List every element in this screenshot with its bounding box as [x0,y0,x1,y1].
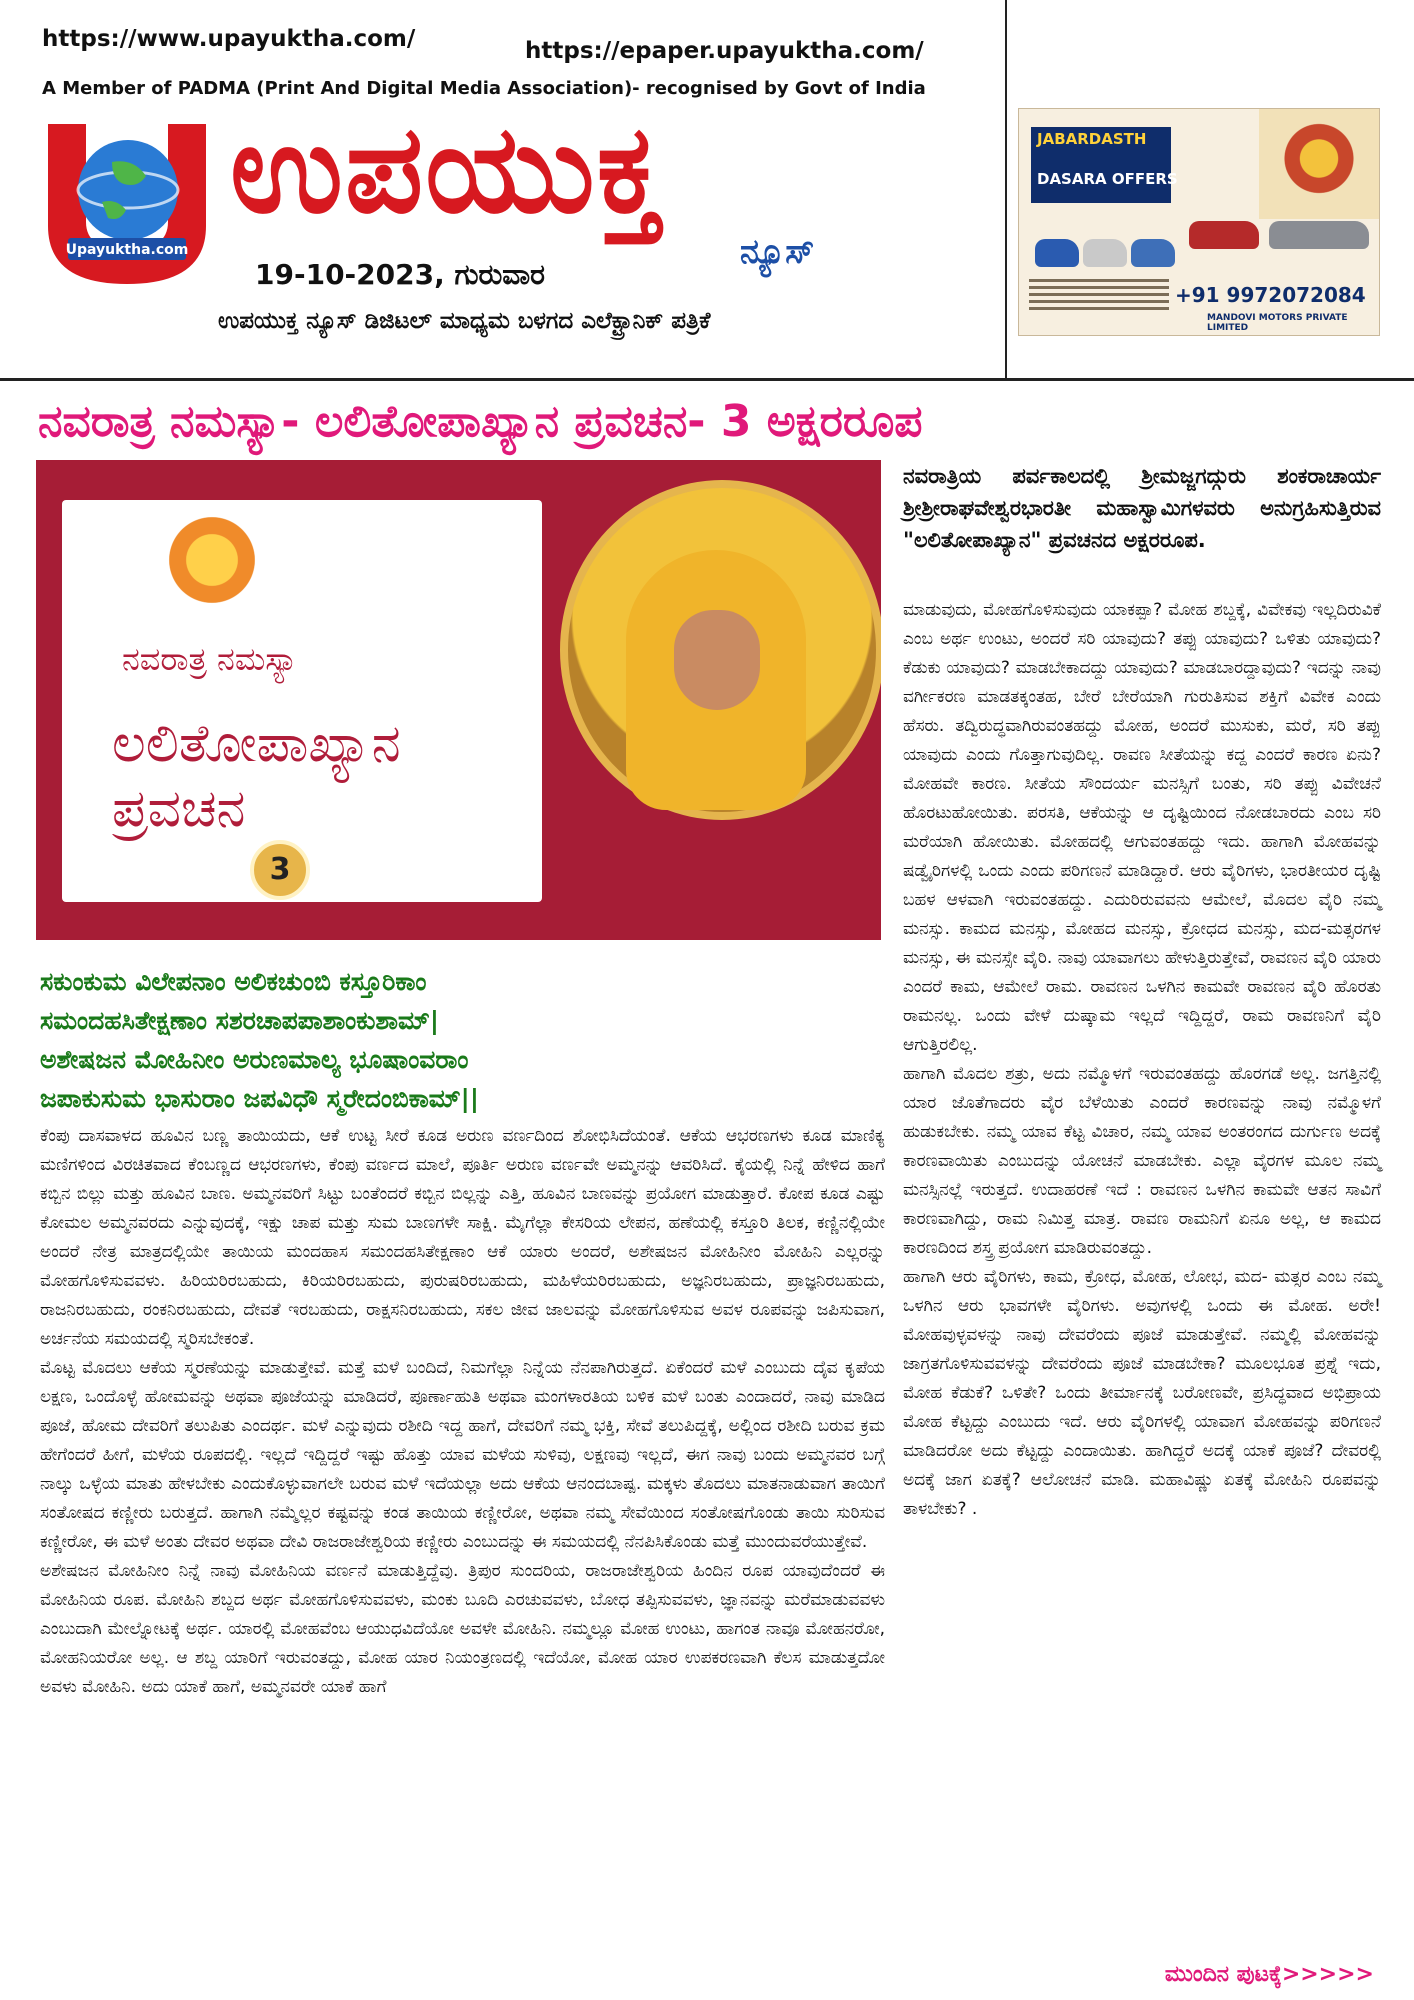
dasara-offer-ad[interactable] [1018,108,1380,336]
site-url-link[interactable]: https://www.upayuktha.com/ [42,26,416,52]
member-line: A Member of PADMA (Print And Digital Media Association)- recognised by Govt of India [42,78,926,99]
banner-big-title-line1: ಲಲಿತೋಪಾಖ್ಯಾನ [112,714,401,774]
article-banner-image [36,460,881,940]
paragraph: ಹಾಗಾಗಿ ಆರು ವೈರಿಗಳು, ಕಾಮ, ಕ್ರೋಧ, ಮೋಹ, ಲೋಭ, ಮದ- ಮತ್ಸರ ಎಂಬ ನಮ್ಮ ಒಳಗಿನ ಆರು ಭಾವಗಳೇ ವೈರಿಗಳು. ಅವುಗಳಲ್ಲಿ ಒಂದು ಈ ಮೋಹ. ಅರೇ! ಮೋಹವುಳ್ಳವಳನ್ನು ನಾವು ದೇವರೆಂದು ಪೂಜೆ ಮಾಡುತ್ತೇವೆ. ನಮ್ಮಲ್ಲಿ ಮೋಹವನ್ನು ಜಾಗ್ರತಗೊಳಿಸುವವಳನ್ನು ದೇವರೆಂದು ಪೂಜೆ ಮಾಡಬೇಕಾ? ಮೂಲಭೂತ ಪ್ರಶ್ನೆ ಇದು, ಮೋಹ ಕೆಡುಕೆ? ಒಳಿತೇ? ಒಂದು ತೀರ್ಮಾನಕ್ಕೆ ಬರೋಣವೇ, ಪ್ರಸಿದ್ಧವಾದ ಅಭಿಪ್ರಾಯ ಮೋಹ ಕೆಟ್ಟದ್ದು ಎಂಬುದು ಇದೆ. ಆರು ವೈರಿಗಳಲ್ಲಿ ಯಾವಾಗ ಮೋಹವನ್ನು ಪರಿಗಣನೆ ಮಾಡಿದರೋ ಅದು ಕೆಟ್ಟದ್ದು ಎಂದಾಯಿತು. ಹಾಗಿದ್ದರೆ ಅದಕ್ಕೆ ಯಾಕೆ ಪೂಜೆ? ದೇವರಲ್ಲಿ ಅದಕ್ಕೆ ಜಾಗ ಏತಕ್ಕೆ? ಆಲೋಚನೆ ಮಾಡಿ. ಮಹಾವಿಷ್ಣು ಏತಕ್ಕೆ ಮೋಹಿನಿ ರೂಪವನ್ನು ತಾಳಬೇಕು? . [903,1267,1381,1519]
article-body-left [40,1122,885,1702]
car-image [1035,239,1079,267]
banner-big-title [112,712,401,842]
paragraph: ಅಶೇಷಜನ ಮೋಹಿನೀಂ ನಿನ್ನೆ ನಾವು ಮೋಹಿನಿಯ ವರ್ಣನೆ ಮಾಡುತ್ತಿದ್ದೆವು. ತ್ರಿಪುರ ಸುಂದರಿಯ, ರಾಜರಾಜೇಶ್ವರಿಯ ಹಿಂದಿನ ರೂಪ ಯಾವುದೆಂದರೆ ಈ ಮೋಹಿನಿಯ ರೂಪ. ಮೋಹಿನಿ ಶಬ್ದದ ಅರ್ಥ ಮೋಹಗೊಳಿಸುವವಳು, ಮಂಕು ಬೂದಿ ಎರಚುವವಳು, ಬೋಧ ತಪ್ಪಿಸುವವಳು, ಜ್ಞಾನವನ್ನು ಮರೆಮಾಡುವವಳು ಎಂಬುದಾಗಿ ಮೇಲ್ನೋಟಕ್ಕೆ ಅರ್ಥ. ಯಾರಲ್ಲಿ ಮೋಹವೆಂಬ ಆಯುಧವಿದೆಯೋ ಅವಳೇ ಮೋಹಿನಿ. ನಮ್ಮಲ್ಲೂ ಮೋಹ ಉಂಟು, ಹಾಗಂತ ನಾವೂ ಮೋಹನರೋ, ಮೋಹನಿಯರೋ ಅಲ್ಲ. ಆ ಶಬ್ದ ಯಾರಿಗೆ ಇರುವಂತದ್ದು, ಮೋಹ ಯಾರ ನಿಯಂತ್ರಣದಲ್ಲಿ ಇದೆಯೋ, ಮೋಹ ಯಾರ ಉಪಕರಣವಾಗಿ ಕೆಲಸ ಮಾಡುತ್ತದೋ ಅವಳು ಮೋಹಿನಿ. ಅದು ಯಾಕೆ ಹಾಗೆ, ಅಮ್ಮನವರೇ ಯಾಕೆ ಹಾಗೆ [40,1561,885,1697]
epaper-url-link[interactable]: https://epaper.upayuktha.com/ [525,38,924,64]
banner-panel [62,500,542,902]
car-image [1083,239,1127,267]
swami-face [674,610,760,710]
car-image [1189,221,1259,249]
issue-date: 19-10-2023, ಗುರುವಾರ [255,258,545,291]
logo-news: ನ್ಯೂಸ್ [740,232,815,272]
article-body-right [903,596,1381,1524]
upayuktha-logo-icon [42,118,212,288]
ad-dealer: MANDOVI MOTORS PRIVATE LIMITED [1207,313,1348,333]
tagline: ಉಪಯುಕ್ತ ನ್ಯೂಸ್ ಡಿಜಿಟಲ್ ಮಾಧ್ಯಮ ಬಳಗದ ಎಲೆಕ್ಟ್ರಾನಿಕ್ ಪತ್ರಿಕೆ [218,308,711,334]
banner-number: 3 [250,840,310,900]
ad-title-line2: DASARA OFFERS [1037,170,1178,188]
shloka-line: ಸಕುಂಕುಮ ವಿಲೇಪನಾಂ ಅಲಿಕಚುಂಬಿ ಕಸ್ತೂರಿಕಾಂ [40,967,427,996]
paragraph: ಕೆಂಪು ದಾಸವಾಳದ ಹೂವಿನ ಬಣ್ಣ ತಾಯಿಯದು, ಆಕೆ ಉಟ್ಟ ಸೀರೆ ಕೂಡ ಅರುಣ ವರ್ಣದಿಂದ ಶೋಭಿಸಿದೆಯಂತೆ. ಆಕೆಯ ಆಭರಣಗಳು ಕೂಡ ಮಾಣಿಕ್ಯ ಮಣಿಗಳಿಂದ ವಿರಚಿತವಾದ ಕೆಂಬಣ್ಣದ ಆಭರಣಗಳು, ಕೆಂಪು ವರ್ಣದ ಮಾಲೆ, ಪೂರ್ತಿ ಅರುಣ ವರ್ಣವೇ ಅಮ್ಮನನ್ನು ಆವರಿಸಿದೆ. ಕೈಯಲ್ಲಿ ನಿನ್ನೆ ಹೇಳಿದ ಹಾಗೆ ಕಬ್ಬಿನ ಬಿಲ್ಲು ಮತ್ತು ಹೂವಿನ ಬಾಣ. ಅಮ್ಮನವರಿಗೆ ಸಿಟ್ಟು ಬಂತೆಂದರೆ ಕಬ್ಬಿನ ಬಿಲ್ಲನ್ನು ಎತ್ತಿ, ಹೂವಿನ ಬಾಣವನ್ನು ಪ್ರಯೋಗ ಮಾಡುತ್ತಾರೆ. ಕೋಪ ಕೂಡ ಎಷ್ಟು ಕೋಮಲ ಅಮ್ಮನವರದು ಎನ್ನುವುದಕ್ಕೆ, ಇಕ್ಷು ಚಾಪ ಮತ್ತು ಸುಮ ಬಾಣಗಳೇ ಸಾಕ್ಷಿ. ಮೈಗೆಲ್ಲಾ ಕೇಸರಿಯ ಲೇಪನ, ಹಣೆಯಲ್ಲಿ ಕಸ್ತೂರಿ ತಿಲಕ, ಕಣ್ಣಿನಲ್ಲಿಯೇ ಅಂದರೆ ನೇತ್ರ ಮಾತ್ರದಲ್ಲಿಯೇ ತಾಯಿಯ ಮಂದಹಾಸ ಸಮಂದಹಸಿತೇಕ್ಷಣಾಂ ಆಕೆ ಯಾರು ಅಂದರೆ, ಅಶೇಷಜನ ಮೋಹಿನೀಂ ಮೋಹಿನಿ ಎಲ್ಲರನ್ನು ಮೋಹಗೊಳಿಸುವವಳು. ಹಿರಿಯರಿರಬಹುದು, ಕಿರಿಯರಿರಬಹುದು, ಪುರುಷರಿರಬಹುದು, ಮಹಿಳೆಯರಿರಬಹುದು, ಅಜ್ಞನಿರಬಹುದು, ಪ್ರಾಜ್ಞನಿರಬಹುದು, ರಾಜನಿರಬಹುದು, ರಂಕನಿರಬಹುದು, ದೇವತೆ ಇರಬಹುದು, ರಾಕ್ಷಸನಿರಬಹುದು, ಸಕಲ ಜೀವ ಜಾಲವನ್ನು ಮೋಹಗೊಳಿಸುವ ಅವಳ ರೂಪವನ್ನು ಜಪಿಸುವಾಗ, ಅರ್ಚನೆಯ ಸಮಯದಲ್ಲಿ ಸ್ಮರಿಸಬೇಕಂತೆ. [40,1126,885,1349]
ad-title-line1: JABARDASTH [1037,130,1147,148]
deity-glow-icon [152,500,272,620]
deity-image [1259,109,1379,219]
shloka [40,962,479,1118]
banner-small-title: ನವರಾತ್ರ ನಮಸ್ಯಾ [122,640,298,678]
ad-fineprint [1029,279,1169,319]
paragraph: ಹಾಗಾಗಿ ಮೊದಲ ಶತ್ರು, ಅದು ನಮ್ಮೊಳಗೆ ಇರುವಂತಹದ್ದು ಹೊರಗಡೆ ಅಲ್ಲ. ಜಗತ್ತಿನಲ್ಲಿ ಯಾರ ಜೊತೆಗಾದರು ವೈರ ಬೆಳೆಯಿತು ಎಂದರೆ ಕಾರಣವನ್ನು ನಾವು ನಮ್ಮೊಳಗೆ ಹುಡುಕಬೇಕು. ನಮ್ಮ ಯಾವ ಕೆಟ್ಟ ವಿಚಾರ, ನಮ್ಮ ಯಾವ ಅಂತರಂಗದ ದುರ್ಗುಣ ಅದಕ್ಕೆ ಕಾರಣವಾಯಿತು ಎಂಬುದನ್ನು ಯೋಚನೆ ಮಾಡಬೇಕು. ಎಲ್ಲಾ ವೈರಗಳ ಮೂಲ ನಮ್ಮ ಮನಸ್ಸಿನಲ್ಲೆ ಇರುತ್ತದೆ. ಉದಾಹರಣೆ ಇದೆ : ರಾವಣನ ಒಳಗಿನ ಕಾಮವೇ ಆತನ ಸಾವಿಗೆ ಕಾರಣವಾಗಿದ್ದು, ರಾಮ ನಿಮಿತ್ತ ಮಾತ್ರ. ರಾವಣ ರಾಮನಿಗೆ ಏನೂ ಅಲ್ಲ, ಆ ಕಾಮದ ಕಾರಣದಿಂದ ಶಸ್ತ್ರ ಪ್ರಯೋಗ ಮಾಡಿರುವಂತದ್ದು. [903,1064,1381,1258]
shloka-line: ಅಶೇಷಜನ ಮೋಹಿನೀಂ ಅರುಣಮಾಲ್ಯ ಭೂಷಾಂವರಾಂ [40,1045,469,1074]
car-image [1269,221,1369,249]
masthead-divider-vertical [1005,0,1007,378]
paragraph: ಮಾಡುವುದು, ಮೋಹಗೊಳಿಸುವುದು ಯಾಕಪ್ಪಾ? ಮೋಹ ಶಬ್ದಕ್ಕೆ, ವಿವೇಕವು ಇಲ್ಲದಿರುವಿಕೆ ಎಂಬ ಅರ್ಥ ಉಂಟು, ಅಂದರೆ ಸರಿ ಯಾವುದು? ತಪ್ಪು ಯಾವುದು? ಒಳಿತು ಯಾವುದು? ಕೆಡುಕು ಯಾವುದು? ಮಾಡಬೇಕಾದದ್ದು ಯಾವುದು? ಮಾಡಬಾರದ್ದಾವುದು? ಇದನ್ನು ನಾವು ವರ್ಗೀಕರಣ ಮಾಡತಕ್ಕಂತಹ, ಬೇರೆ ಬೇರೆಯಾಗಿ ಗುರುತಿಸುವ ಶಕ್ತಿಗೆ ವಿವೇಕ ಎಂದು ಹೆಸರು. ತದ್ವಿರುದ್ಧವಾಗಿರುವಂತಹದ್ದು ಮೋಹ, ಅಂದರೆ ಮುಸುಕು, ಮರೆ, ಸರಿ ತಪ್ಪು ಯಾವುದು ಎಂದು ಗೊತ್ತಾಗುವುದಿಲ್ಲ. ರಾವಣ ಸೀತೆಯನ್ನು ಕದ್ದ ಎಂದರೆ ಕಾರಣ ಏನು? ಮೋಹವೇ ಕಾರಣ. ಸೀತೆಯ ಸೌಂದರ್ಯ ಮನಸ್ಸಿಗೆ ಬಂತು, ಸರಿ ತಪ್ಪು ವಿವೇಚನೆ ಹೊರಟುಹೋಯಿತು. ಪರಸತಿ, ಆಕೆಯನ್ನು ಆ ದೃಷ್ಟಿಯಿಂದ ನೋಡಬಾರದು ಎಂಬ ಸರಿ ಮರೆಯಾಗಿ ಹೋಯಿತು. ಮೋಹದಲ್ಲಿ ಆಗುವಂತಹದ್ದು ಇದು. ಹಾಗಾಗಿ ಮೋಹವನ್ನು ಷಡ್ವೈರಿಗಳಲ್ಲಿ ಒಂದು ಎಂದು ಪರಿಗಣನೆ ಮಾಡಿದ್ದಾರೆ. ಆರು ವೈರಿಗಳು, ಭಾರತೀಯರ ದೃಷ್ಟಿ ಬಹಳ ಆಳವಾಗಿ ಇರುವಂತಹದ್ದು. ಎದುರಿರುವವನು ಆಮೇಲೆ, ಮೊದಲ ವೈರಿ ನಮ್ಮ ಮನಸ್ಸು. ಕಾಮದ ಮನಸ್ಸು, ಮೋಹದ ಮನಸ್ಸು, ಕ್ರೋಧದ ಮನಸ್ಸು, ಮದ-ಮತ್ಸರಗಳ ಮನಸ್ಸು, ಈ ಮನಸ್ಸೇ ವೈರಿ. ನಾವು ಯಾವಾಗಲು ಹೇಳುತ್ತಿರುತ್ತೇವೆ, ರಾವಣನ ವೈರಿ ಯಾರು ಎಂದರೆ ಕಾಮ, ಆಮೇಲೆ ರಾಮ. ರಾವಣನ ಒಳಗಿನ ಕಾಮವೇ ರಾವಣನ ವೈರಿ ಹೊರತು ರಾಮನಲ್ಲ. ಒಂದು ವೇಳೆ ದುಷ್ಕಾಮ ಇಲ್ಲದೆ ಇದ್ದಿದ್ದರೆ, ರಾಮ ರಾವಣನಿಗೆ ವೈರಿ ಆಗುತ್ತಿರಲಿಲ್ಲ. [903,600,1381,1055]
continue-next-page-link[interactable]: ಮುಂದಿನ ಪುಟಕ್ಕೆ>>>>> [1164,1962,1374,1987]
shloka-line: ಜಪಾಕುಸುಮ ಭಾಸುರಾಂ ಜಪವಿಧೌ ಸ್ಮರೇದಂಬಿಕಾಮ್|| [40,1084,479,1113]
paragraph: ಮೊಟ್ಟ ಮೊದಲು ಆಕೆಯ ಸ್ಮರಣೆಯನ್ನು ಮಾಡುತ್ತೇವೆ. ಮತ್ತೆ ಮಳೆ ಬಂದಿದೆ, ನಿಮಗೆಲ್ಲಾ ನಿನ್ನೆಯ ನೆನಪಾಗಿರುತ್ತದೆ. ಏಕೆಂದರೆ ಮಳೆ ಎಂಬುದು ದೈವ ಕೃಪೆಯ ಲಕ್ಷಣ, ಒಂದೊಳ್ಳೆ ಹೋಮವನ್ನು ಅಥವಾ ಪೂಜೆಯನ್ನು ಮಾಡಿದರೆ, ಪೂರ್ಣಾಹುತಿ ಅಥವಾ ಮಂಗಳಾರತಿಯ ಬಳಿಕ ಮಳೆ ಬಂತು ಎಂದಾದರೆ, ನಾವು ಮಾಡಿದ ಪೂಜೆ, ಹೋಮ ದೇವರಿಗೆ ತಲುಪಿತು ಎಂದರ್ಥ. ಮಳೆ ಎನ್ನುವುದು ರಶೀದಿ ಇದ್ದ ಹಾಗೆ, ದೇವರಿಗೆ ನಮ್ಮ ಭಕ್ತಿ, ಸೇವೆ ತಲುಪಿದ್ದಕ್ಕೆ, ಅಲ್ಲಿಂದ ರಶೀದಿ ಬರುವ ಕ್ರಮ ಹೇಗೆಂದರೆ ಹೀಗೆ, ಮಳೆಯ ರೂಪದಲ್ಲಿ. ಇಲ್ಲದೆ ಇದ್ದಿದ್ದರೆ ಇಷ್ಟು ಹೊತ್ತು ಯಾವ ಮಳೆಯ ಸುಳಿವು, ಲಕ್ಷಣವು ಇಲ್ಲದೆ, ಈಗ ನಾವು ಬಂದು ಅಮ್ಮನವರ ಬಗ್ಗೆ ನಾಲ್ಕು ಒಳ್ಳೆಯ ಮಾತು ಹೇಳಬೇಕು ಎಂದುಕೊಳ್ಳುವಾಗಲೇ ಬರುವ ಮಳೆ ಇದೆಯಲ್ಲಾ ಅದು ಆಕೆಯ ಆನಂದಬಾಷ್ಪ. ಮಕ್ಕಳು ತೊದಲು ಮಾತನಾಡುವಾಗ ತಾಯಿಗೆ ಸಂತೋಷದ ಕಣ್ಣೀರು ಬರುತ್ತದೆ. ಹಾಗಾಗಿ ನಮ್ಮೆಲ್ಲರ ಕಷ್ಟವನ್ನು ಕಂಡ ತಾಯಿಯ ಕಣ್ಣೀರೋ, ಅಥವಾ ನಮ್ಮ ಸೇವೆಯಿಂದ ಸಂತೋಷಗೊಂಡು ತಾಯಿ ಸುರಿಸುವ ಕಣ್ಣೀರೋ, ಈ ಮಳೆ ಅಂತು ದೇವರ ಅಥವಾ ದೇವಿ ರಾಜರಾಜೇಶ್ವರಿಯ ಕಣ್ಣೀರು ಎಂಬುದನ್ನು ಈ ಸಮಯದಲ್ಲಿ ನೆನಪಿಸಿಕೊಂಡು ಮತ್ತೆ ಮುಂದುವರೆಯುತ್ತೇವೆ. [40,1358,885,1552]
shloka-line: ಸಮಂದಹಸಿತೇಕ್ಷಣಾಂ ಸಶರಚಾಪಪಾಶಾಂಕುಶಾಮ್| [40,1006,439,1035]
article-intro: ನವರಾತ್ರಿಯ ಪರ್ವಕಾಲದಲ್ಲಿ ಶ್ರೀಮಜ್ಜಗದ್ಗುರು ಶಂಕರಾಚಾರ್ಯ ಶ್ರೀಶ್ರೀರಾಘವೇಶ್ವರಭಾರತೀ ಮಹಾಸ್ವಾಮಿಗಳವರು ಅನುಗ್ರಹಿಸುತ್ತಿರುವ "ಲಲಿತೋಪಾಖ್ಯಾನ" ಪ್ರವಚನದ ಅಕ್ಷರರೂಪ. [903,464,1381,552]
logo-badge-text: Upayuktha.com [65,242,189,258]
ad-phone[interactable]: +91 9972072084 [1175,283,1366,307]
masthead-divider [0,378,1414,381]
banner-big-title-line2: ಪ್ರವಚನ [112,779,246,839]
article-headline: ನವರಾತ್ರ ನಮಸ್ಯಾ- ಲಲಿತೋಪಾಖ್ಯಾನ ಪ್ರವಚನ- 3 ಅಕ್ಷರರೂಪ [38,396,923,447]
car-image [1131,239,1175,267]
logo-name: ಉಪಯುಕ್ತ [230,98,664,240]
